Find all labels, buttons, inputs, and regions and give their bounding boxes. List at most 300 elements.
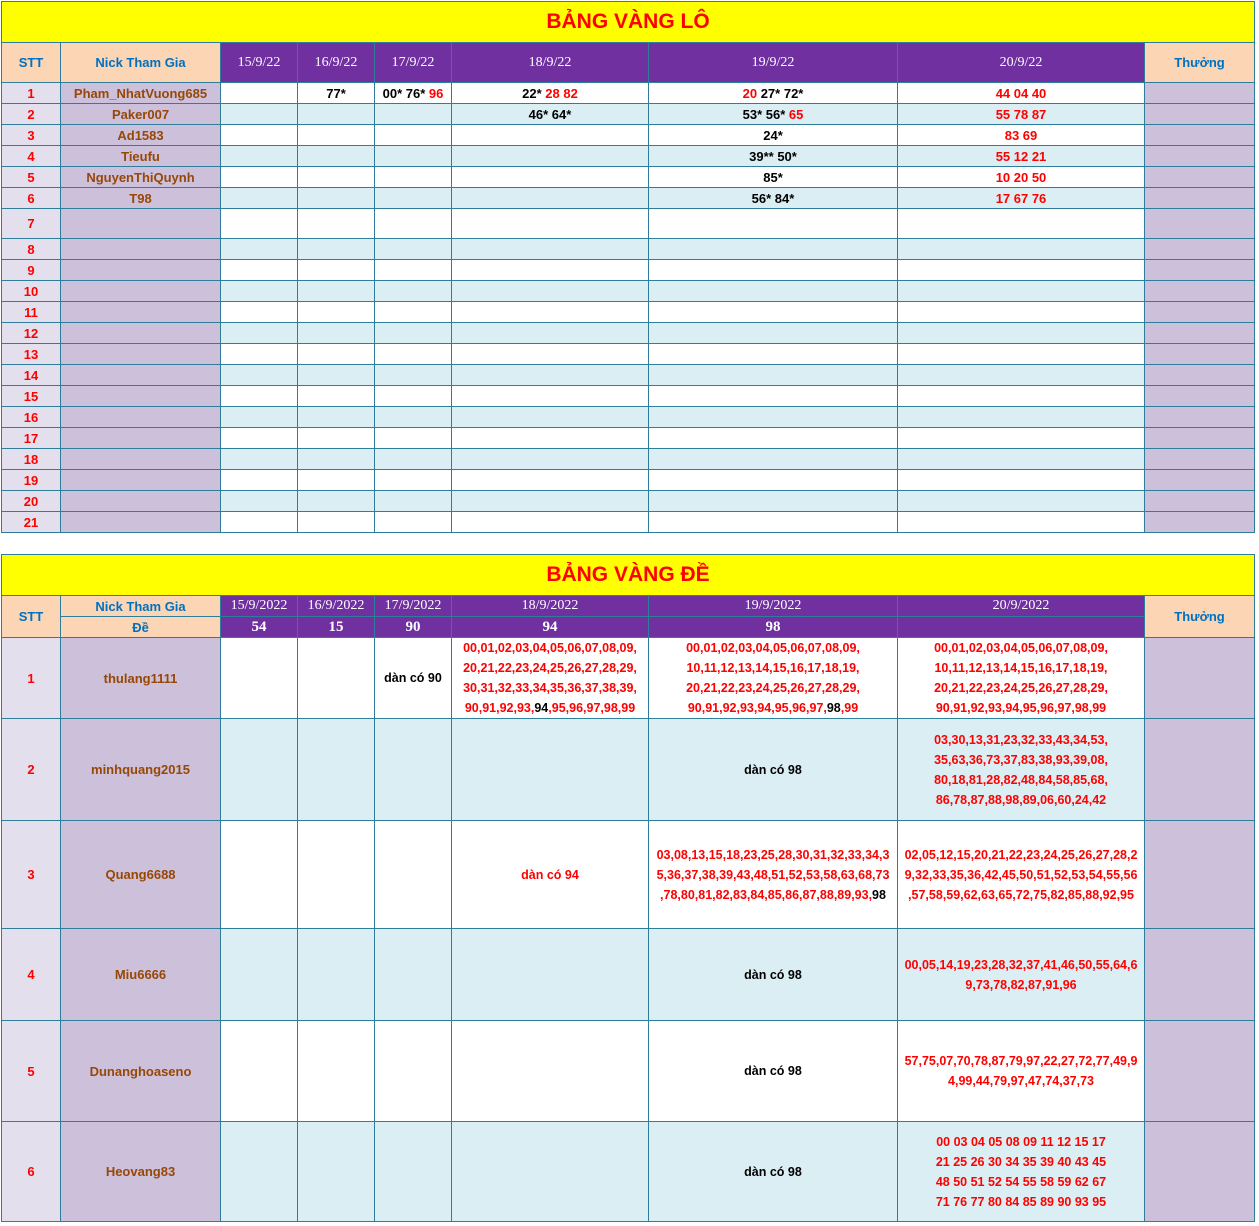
de-date-header: 20/9/2022: [898, 596, 1145, 617]
de-entry-cell: [452, 638, 649, 719]
de-entry-text: dàn có 98: [744, 1064, 802, 1078]
lo-stt-cell: 11: [2, 302, 61, 323]
lo-thuong-cell: [1145, 146, 1255, 167]
de-entry-text: 00,01,02,03,04,05,06,07,08,09, 10,11,12,13,14,15,16,17,18,19, 20,21,22,23,24,25,26,27,28,29, 90,91,92,93,94,95,96,97,98,99: [934, 641, 1108, 715]
lo-entry-cell: [375, 407, 452, 428]
lo-date-header: 17/9/22: [375, 43, 452, 83]
lo-entry-text: 20: [742, 85, 761, 101]
lo-entry-cell: [649, 449, 898, 470]
lo-entry-cell: [898, 239, 1145, 260]
lo-entry-cell: [898, 344, 1145, 365]
lo-thuong-cell: [1145, 491, 1255, 512]
lo-entry-cell: [375, 449, 452, 470]
lo-entry-cell: [298, 365, 375, 386]
lo-stt-cell: 8: [2, 239, 61, 260]
de-entry-cell: [221, 1122, 298, 1222]
lo-stt-cell: 7: [2, 209, 61, 239]
lo-entry-cell: [452, 302, 649, 323]
de-entry-text: dàn có 98: [744, 762, 802, 777]
lo-nick-cell: [61, 407, 221, 428]
lo-entry-cell: [298, 428, 375, 449]
lo-entry-cell: [298, 470, 375, 491]
lo-entry-cell: [221, 512, 298, 533]
lo-entry-cell: [375, 386, 452, 407]
lo-thuong-header: Thưởng: [1145, 43, 1255, 83]
de-result: 98: [649, 617, 898, 638]
lo-entry-cell: [649, 281, 898, 302]
lo-nick-cell: Pham_NhatVuong685: [61, 83, 221, 104]
lo-entry-cell: [452, 239, 649, 260]
lo-stt-header: STT: [2, 43, 61, 83]
lo-entry-cell: [898, 125, 1145, 146]
de-stt-cell: 1: [2, 638, 61, 719]
lo-stt-cell: 16: [2, 407, 61, 428]
de-entry-cell: [221, 1021, 298, 1122]
lo-row: [2, 83, 1255, 104]
de-entry-text: dàn có 98: [744, 1164, 802, 1179]
lo-nick-cell: [61, 209, 221, 239]
lo-thuong-cell: [1145, 344, 1255, 365]
lo-nick-cell: [61, 491, 221, 512]
de-entry-cell: [375, 719, 452, 821]
lo-entry-cell: [375, 323, 452, 344]
lo-entry-cell: [221, 344, 298, 365]
lo-thuong-cell: [1145, 167, 1255, 188]
lo-entry-cell: [898, 386, 1145, 407]
lo-entry-cell: [221, 386, 298, 407]
lo-entry-cell: [649, 428, 898, 449]
lo-row: [2, 209, 1255, 239]
lo-entry-text: 77*: [326, 85, 346, 101]
de-entry-text: 98: [872, 887, 886, 902]
lo-entry-cell: [221, 302, 298, 323]
lo-entry-cell: [452, 449, 649, 470]
lo-row: [2, 323, 1255, 344]
lo-title: BẢNG VÀNG LÔ: [2, 2, 1255, 43]
de-thuong-cell: [1145, 719, 1255, 821]
lo-nick-cell: [61, 281, 221, 302]
lo-entry-cell: [221, 188, 298, 209]
de-thuong-cell: [1145, 929, 1255, 1021]
lo-entry-cell: [649, 323, 898, 344]
de-entry-cell: [221, 719, 298, 821]
lo-entry-cell: [375, 260, 452, 281]
de-entry-cell: [649, 638, 898, 719]
lo-entry-cell: [452, 146, 649, 167]
lo-nick-cell: [61, 470, 221, 491]
lo-row: [2, 281, 1255, 302]
de-entry-cell: [898, 1021, 1145, 1122]
lo-entry-cell: [452, 407, 649, 428]
de-stt-cell: 2: [2, 719, 61, 821]
lo-entry-cell: [649, 260, 898, 281]
de-nick-cell: thulang1111: [61, 638, 221, 719]
lo-entry-cell: [221, 428, 298, 449]
de-entry-text: 00,01,02,03,04,05,06,07,08,09, 20,21,22,23,24,25,26,27,28,29, 30,31,32,33,34,35,36,37,38,39, 90,91,92,93,: [463, 641, 637, 715]
lo-entry-text: 17 67 76: [995, 190, 1047, 206]
de-nick-cell: Quang6688: [61, 821, 221, 929]
lo-entry-cell: [452, 281, 649, 302]
lo-entry-cell: [898, 470, 1145, 491]
lo-date-header: 20/9/22: [898, 43, 1145, 83]
lo-entry-cell: [898, 188, 1145, 209]
lo-thuong-cell: [1145, 104, 1255, 125]
lo-entry-cell: [221, 104, 298, 125]
lo-entry-text: 55 78 87: [995, 106, 1047, 122]
de-thuong-cell: [1145, 821, 1255, 929]
lo-entry-cell: [649, 188, 898, 209]
lo-thuong-cell: [1145, 125, 1255, 146]
lo-row: [2, 365, 1255, 386]
de-entry-text: 94: [534, 701, 549, 715]
lo-date-header: 16/9/22: [298, 43, 375, 83]
lo-entry-cell: [298, 104, 375, 125]
lo-entry-cell: [649, 512, 898, 533]
lo-stt-cell: 21: [2, 512, 61, 533]
lo-nick-cell: NguyenThiQuynh: [61, 167, 221, 188]
lo-entry-cell: [375, 167, 452, 188]
lo-thuong-cell: [1145, 470, 1255, 491]
de-entry-cell: [375, 929, 452, 1021]
de-entry-cell: [452, 929, 649, 1021]
lo-entry-cell: [452, 344, 649, 365]
lo-entry-cell: [452, 104, 649, 125]
lo-entry-cell: [221, 470, 298, 491]
lo-entry-cell: [898, 407, 1145, 428]
de-thuong-cell: [1145, 1122, 1255, 1222]
lo-entry-cell: [898, 302, 1145, 323]
de-row: [2, 638, 1255, 719]
lo-entry-cell: [375, 512, 452, 533]
de-entry-cell: [649, 1122, 898, 1222]
de-entry-text: 98: [826, 701, 841, 715]
lo-stt-cell: 14: [2, 365, 61, 386]
de-entry-text: dàn có 98: [744, 967, 802, 982]
lo-row: [2, 386, 1255, 407]
de-row: [2, 821, 1255, 929]
lo-thuong-cell: [1145, 386, 1255, 407]
de-entry-cell: [649, 719, 898, 821]
lo-nick-cell: [61, 323, 221, 344]
lo-entry-cell: [649, 83, 898, 104]
de-entry-cell: [298, 821, 375, 929]
lo-entry-cell: [298, 125, 375, 146]
lo-table: [1, 1, 1255, 533]
de-entry-cell: [375, 1021, 452, 1122]
lo-thuong-cell: [1145, 428, 1255, 449]
lo-entry-text: 27* 72*: [760, 85, 804, 101]
de-entry-text: 03,30,13,31,23,32,33,43,34,53, 35,63,36,73,37,83,38,93,39,08, 80,18,81,28,82,48,84,58,85,68, 86,78,87,88,98,89,06,60,24,42: [934, 732, 1108, 807]
de-stt-cell: 6: [2, 1122, 61, 1222]
lo-entry-cell: [649, 146, 898, 167]
de-entry-text: 00,05,14,19,23,28,32,37,41,46,50,55,64,6 9,73,78,82,87,91,96: [904, 957, 1138, 992]
de-entry-cell: [221, 821, 298, 929]
lo-nick-cell: [61, 260, 221, 281]
lo-entry-cell: [298, 386, 375, 407]
lo-entry-cell: [375, 239, 452, 260]
lo-entry-cell: [649, 104, 898, 125]
de-nick-cell: minhquang2015: [61, 719, 221, 821]
de-row: [2, 719, 1255, 821]
de-entry-cell: [452, 719, 649, 821]
lo-entry-cell: [298, 302, 375, 323]
lo-entry-cell: [898, 512, 1145, 533]
de-entry-cell: [298, 1122, 375, 1222]
lo-thuong-cell: [1145, 407, 1255, 428]
de-entry-text: 00 03 04 05 08 09 11 12 15 17 21 25 26 30 34 35 39 40 43 45 48 50 51 52 54 55 58 59 62 67 71 76 77 80 84 85 89 90 93 95: [935, 1134, 1107, 1209]
lo-entry-text: 24*: [763, 127, 783, 143]
lo-entry-cell: [898, 449, 1145, 470]
de-entry-text: ,99: [840, 701, 859, 715]
de-entry-cell: [375, 638, 452, 719]
lo-entry-cell: [649, 344, 898, 365]
lo-entry-cell: [649, 239, 898, 260]
lo-row: [2, 104, 1255, 125]
lo-row: [2, 125, 1255, 146]
lo-stt-cell: 18: [2, 449, 61, 470]
lo-nick-cell: Ad1583: [61, 125, 221, 146]
lo-entry-cell: [649, 167, 898, 188]
lo-row: [2, 491, 1255, 512]
lo-nick-cell: [61, 302, 221, 323]
lo-row: [2, 407, 1255, 428]
lo-entry-text: 22*: [522, 85, 546, 101]
de-result: 94: [452, 617, 649, 638]
lo-entry-cell: [452, 428, 649, 449]
lo-entry-cell: [452, 470, 649, 491]
lo-entry-cell: [375, 104, 452, 125]
lo-entry-cell: [898, 281, 1145, 302]
lo-stt-cell: 2: [2, 104, 61, 125]
lo-entry-cell: [452, 188, 649, 209]
lo-entry-cell: [452, 491, 649, 512]
lo-entry-cell: [375, 125, 452, 146]
de-row: [2, 1122, 1255, 1222]
de-stt-header: STT: [2, 596, 61, 638]
lo-entry-cell: [298, 491, 375, 512]
de-entry-cell: [898, 929, 1145, 1021]
lo-entry-text: 65: [788, 106, 804, 122]
lo-stt-cell: 6: [2, 188, 61, 209]
lo-row: [2, 188, 1255, 209]
de-stt-cell: 4: [2, 929, 61, 1021]
lo-entry-text: 83 69: [1004, 127, 1038, 143]
lo-thuong-cell: [1145, 323, 1255, 344]
lo-entry-cell: [452, 512, 649, 533]
lo-entry-cell: [298, 188, 375, 209]
lo-entry-cell: [375, 188, 452, 209]
de-entry-cell: [649, 929, 898, 1021]
lo-row: [2, 167, 1255, 188]
lo-entry-cell: [452, 260, 649, 281]
lo-entry-cell: [898, 209, 1145, 239]
lo-nick-cell: [61, 365, 221, 386]
lo-entry-cell: [298, 512, 375, 533]
lo-stt-cell: 19: [2, 470, 61, 491]
lo-entry-cell: [898, 83, 1145, 104]
de-entry-cell: [298, 719, 375, 821]
lo-entry-cell: [298, 407, 375, 428]
de-result: 90: [375, 617, 452, 638]
de-label-header: Đề: [61, 617, 221, 638]
lo-thuong-cell: [1145, 302, 1255, 323]
lo-row: [2, 302, 1255, 323]
lo-nick-cell: T98: [61, 188, 221, 209]
lo-row: [2, 449, 1255, 470]
lo-entry-cell: [221, 281, 298, 302]
lo-nick-cell: [61, 386, 221, 407]
lo-entry-text: 28 82: [545, 85, 578, 101]
lo-nick-cell: [61, 344, 221, 365]
lo-entry-text: 53* 56*: [742, 106, 789, 122]
de-entry-cell: [375, 821, 452, 929]
lo-entry-cell: [375, 428, 452, 449]
lo-row: [2, 512, 1255, 533]
lo-nick-cell: [61, 428, 221, 449]
lo-entry-cell: [221, 209, 298, 239]
de-result: [898, 617, 1145, 638]
lo-entry-cell: [221, 167, 298, 188]
de-entry-cell: [898, 719, 1145, 821]
de-thuong-header: Thưởng: [1145, 596, 1255, 638]
lo-stt-cell: 13: [2, 344, 61, 365]
lo-entry-cell: [298, 83, 375, 104]
de-entry-text: dàn có 90: [384, 671, 442, 685]
lo-entry-cell: [298, 323, 375, 344]
lo-row: [2, 260, 1255, 281]
lo-entry-cell: [375, 491, 452, 512]
lo-nick-cell: [61, 449, 221, 470]
de-date-header: 17/9/2022: [375, 596, 452, 617]
lo-entry-cell: [375, 146, 452, 167]
de-entry-cell: [298, 929, 375, 1021]
lo-stt-cell: 5: [2, 167, 61, 188]
lo-entry-cell: [898, 146, 1145, 167]
lo-entry-cell: [298, 260, 375, 281]
lo-thuong-cell: [1145, 209, 1255, 239]
lo-entry-cell: [452, 209, 649, 239]
lo-stt-cell: 1: [2, 83, 61, 104]
lo-entry-text: 85*: [763, 169, 783, 185]
de-entry-text: 57,75,07,70,78,87,79,97,22,27,72,77,49,9 4,99,44,79,97,47,74,37,73: [904, 1054, 1138, 1088]
de-entry-text: 00,01,02,03,04,05,06,07,08,09, 10,11,12,13,14,15,16,17,18,19, 20,21,22,23,24,25,26,27,28,29, 90,91,92,93,94,95,96,97,: [686, 641, 860, 715]
de-row: [2, 929, 1255, 1021]
lo-thuong-cell: [1145, 449, 1255, 470]
lo-entry-cell: [221, 83, 298, 104]
lo-entry-cell: [649, 209, 898, 239]
lo-stt-cell: 15: [2, 386, 61, 407]
de-entry-cell: [649, 821, 898, 929]
lo-entry-cell: [298, 281, 375, 302]
lo-entry-cell: [375, 83, 452, 104]
de-stt-cell: 5: [2, 1021, 61, 1122]
de-entry-cell: [452, 1021, 649, 1122]
lo-date-header: 19/9/22: [649, 43, 898, 83]
de-nick-cell: Heovang83: [61, 1122, 221, 1222]
lo-entry-cell: [375, 209, 452, 239]
lo-entry-cell: [221, 491, 298, 512]
de-title: BẢNG VÀNG ĐỀ: [2, 555, 1255, 596]
lo-stt-cell: 12: [2, 323, 61, 344]
de-row: [2, 1021, 1255, 1122]
lo-thuong-cell: [1145, 83, 1255, 104]
lo-stt-cell: 4: [2, 146, 61, 167]
lo-entry-cell: [649, 491, 898, 512]
de-entry-cell: [452, 821, 649, 929]
lo-nick-header: Nick Tham Gia: [61, 43, 221, 83]
de-entry-cell: [898, 821, 1145, 929]
lo-entry-cell: [452, 125, 649, 146]
lo-entry-cell: [298, 449, 375, 470]
de-date-header: 18/9/2022: [452, 596, 649, 617]
lo-thuong-cell: [1145, 188, 1255, 209]
lo-stt-cell: 3: [2, 125, 61, 146]
lo-entry-cell: [375, 470, 452, 491]
lo-row: [2, 239, 1255, 260]
de-thuong-cell: [1145, 1021, 1255, 1122]
lo-entry-cell: [452, 386, 649, 407]
lo-entry-cell: [298, 167, 375, 188]
de-entry-cell: [298, 638, 375, 719]
lo-entry-cell: [221, 323, 298, 344]
lo-entry-text: 10 20 50: [995, 169, 1047, 185]
lo-entry-cell: [649, 407, 898, 428]
lo-entry-cell: [452, 323, 649, 344]
lo-nick-cell: Paker007: [61, 104, 221, 125]
lo-thuong-cell: [1145, 512, 1255, 533]
lo-entry-cell: [375, 365, 452, 386]
lo-entry-cell: [898, 104, 1145, 125]
lo-entry-text: 56* 84*: [751, 190, 795, 206]
lo-row: [2, 470, 1255, 491]
lo-nick-cell: [61, 512, 221, 533]
lo-stt-cell: 20: [2, 491, 61, 512]
lo-entry-cell: [221, 146, 298, 167]
de-entry-text: 03,08,13,15,18,23,25,28,30,31,32,33,34,3 5,36,37,38,39,43,48,51,52,53,58,63,68,73 ,78,80,81,82,83,84,85,86,87,88,89,93,: [656, 847, 890, 902]
lo-row: [2, 146, 1255, 167]
lo-entry-cell: [898, 167, 1145, 188]
lo-entry-cell: [221, 125, 298, 146]
lo-entry-cell: [221, 239, 298, 260]
lo-entry-cell: [898, 491, 1145, 512]
lo-entry-cell: [375, 344, 452, 365]
lo-thuong-cell: [1145, 260, 1255, 281]
de-nick-header: Nick Tham Gia: [61, 596, 221, 617]
lo-entry-cell: [898, 260, 1145, 281]
de-entry-cell: [221, 929, 298, 1021]
lo-entry-text: 00* 76*: [382, 85, 429, 101]
lo-entry-cell: [898, 365, 1145, 386]
de-entry-cell: [898, 638, 1145, 719]
de-entry-cell: [375, 1122, 452, 1222]
lo-entry-cell: [375, 281, 452, 302]
lo-entry-cell: [649, 125, 898, 146]
de-result: 54: [221, 617, 298, 638]
lo-entry-cell: [649, 365, 898, 386]
lo-entry-text: 44 04 40: [995, 85, 1047, 101]
de-entry-cell: [898, 1122, 1145, 1222]
lo-stt-cell: 10: [2, 281, 61, 302]
lo-entry-cell: [221, 365, 298, 386]
lo-row: [2, 428, 1255, 449]
de-date-header: 15/9/2022: [221, 596, 298, 617]
de-date-header: 19/9/2022: [649, 596, 898, 617]
de-entry-cell: [452, 1122, 649, 1222]
lo-entry-text: 39** 50*: [749, 148, 797, 164]
lo-entry-cell: [298, 344, 375, 365]
lo-entry-cell: [298, 239, 375, 260]
lo-thuong-cell: [1145, 239, 1255, 260]
